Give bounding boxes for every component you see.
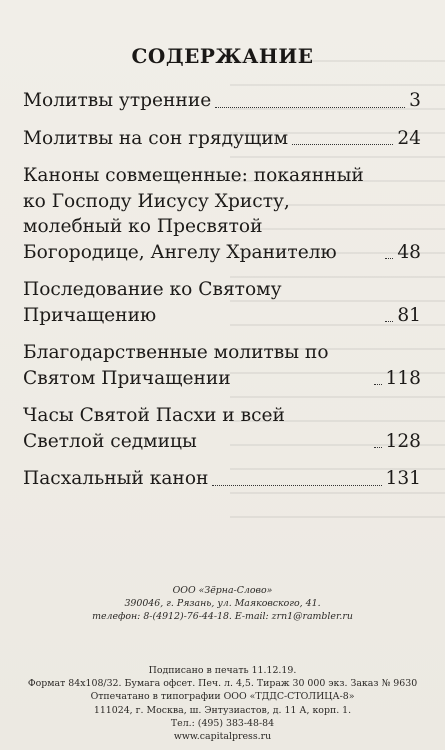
dot-leader [292,143,393,145]
toc-entry-page: 128 [385,430,421,452]
toc-entry-combined-canons [23,163,421,265]
toc-entry-page: 24 [397,127,421,149]
toc-entry-title: Последование ко Святому Причащению [23,279,282,326]
toc-entry-page: 81 [397,304,421,326]
dot-leader [374,383,382,385]
publisher-name: ООО «Зёрна-Слово» [172,585,273,596]
toc-entry-page: 48 [397,241,421,263]
print-info-block [0,664,445,743]
dot-leader [212,484,381,486]
table-of-contents [23,88,421,504]
toc-entry-paschal-hours [23,403,421,454]
toc-entry-title: Молитвы утренние [23,90,212,111]
toc-entry-title: Благодарственные молитвы по Святом Причащении [23,342,329,389]
publisher-contact: телефон: 8-(4912)-76-44-18. E-mail: zrn1@rambler.ru [92,611,353,623]
print-format: Формат 84x108/32. Бумага офсет. Печ. л. 4,5. Тираж 30 000 экз. Заказ № 9630 [27,678,418,690]
toc-entry-title: Пасхальный канон [23,468,209,489]
toc-entry-evening-prayers [23,126,421,152]
publisher-block [0,584,445,624]
dot-leader [385,320,393,322]
printing-phone: Тел.: (495) 383-48-84 [170,717,275,729]
toc-entry-page: 131 [385,468,421,489]
toc-entry-page: 3 [409,90,421,111]
toc-entry-title: Молитвы на сон грядущим [23,127,289,149]
toc-entry-title: Часы Святой Пасхи и всей Светлой седмицы [23,405,285,452]
dot-leader [215,106,405,108]
page-title: СОДЕРЖАНИЕ [131,44,314,68]
toc-entry-title: Каноны совмещенные: покаянный ко Господу Иисусу Христу, молебный ко Пресвятой Богородице, Ангелу Хранителю [23,165,364,263]
toc-entry-page: 118 [385,367,421,389]
toc-entry-communion-rule [23,277,421,328]
printing-house: Отпечатано в типографии ООО «ТДДС-СТОЛИЦА-8» [90,691,355,703]
toc-entry-morning-prayers [23,88,421,114]
printing-website: www.capitalpress.ru [173,731,272,743]
toc-entry-paschal-canon [23,466,421,492]
toc-entry-thanksgiving-prayers [23,340,421,391]
printing-address: 111024, г. Москва, ш. Энтузиастов, д. 11 А, корп. 1. [93,704,352,716]
dot-leader [385,257,393,259]
publisher-address: 390046, г. Рязань, ул. Маяковского, 41. [124,598,321,610]
dot-leader [374,446,382,448]
print-signed: Подписано в печать 11.12.19. [148,665,297,676]
